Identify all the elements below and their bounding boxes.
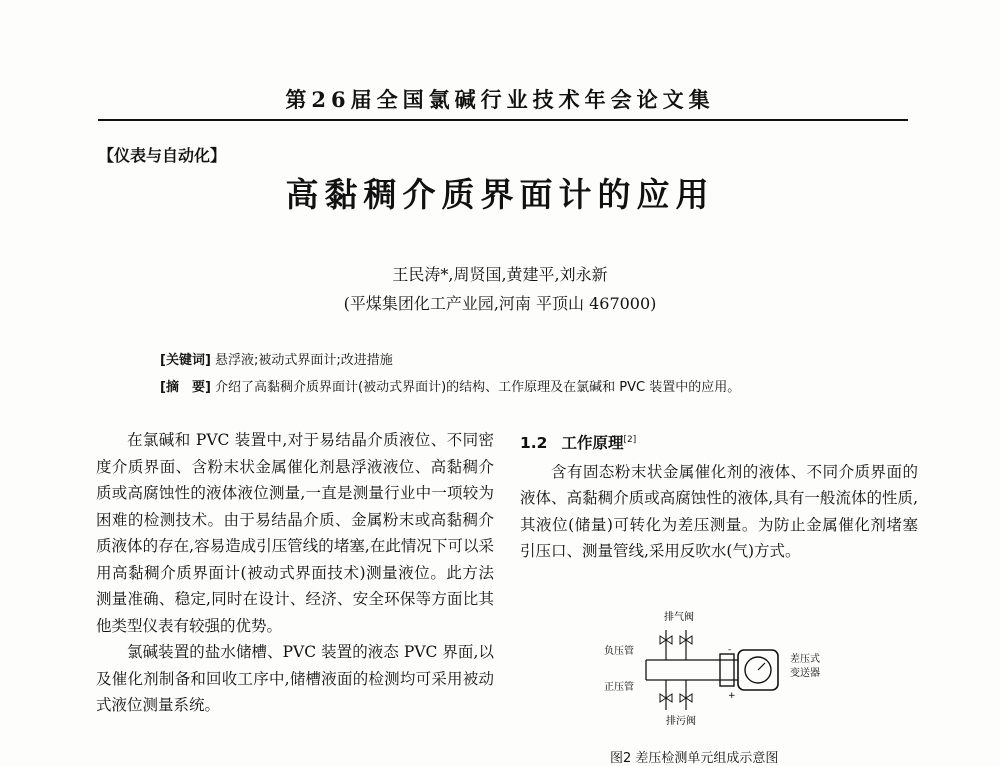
- positive-pipe-label: 正压管: [604, 682, 634, 693]
- figure-caption: 图2 差压检测单元组成示意图: [610, 751, 779, 766]
- vent-valve-label: 排气阀: [664, 612, 694, 623]
- section-heading: [520, 427, 918, 457]
- minus-sign: -: [728, 645, 732, 655]
- keywords-text: 悬浮液;被动式界面计;改进措施: [215, 353, 393, 368]
- right-column: [520, 427, 918, 565]
- abstract-label: [摘 要]: [160, 380, 211, 395]
- body-paragraph: 在氯碱和 PVC 装置中,对于易结晶介质液位、不同密度介质界面、含粉末状金属催化剂悬浮液液位、高黏稠介质或高腐蚀性的液体液位测量,一直是测量行业中一项较为困难的检测技术。由于易结晶介质、金属粉末或高黏稠介质液体的存在,容易造成引压管线的堵塞,在此情况下可以采用高黏稠介质界面计(被动式界面技术)测量液位。此方法测量准确、稳定,同时在设计、经济、安全环保等方面比其他类型仪表有较强的优势。: [96, 431, 494, 635]
- running-header: 第26届全国氯碱行业技术年会论文集: [285, 87, 715, 112]
- negative-pipe-label: 负压管: [604, 646, 634, 657]
- diaphragm-housing: [720, 654, 734, 686]
- figure-diagram: [590, 600, 850, 740]
- gauge-needle: [758, 663, 765, 670]
- section-tag: 【仪表与自动化】: [98, 146, 227, 165]
- abstract-line: [160, 376, 900, 395]
- affiliation: (平煤集团化工产业园,河南 平顶山 467000): [343, 294, 657, 313]
- section-heading-text: 工作原理: [561, 434, 624, 453]
- header-rule: [98, 119, 908, 121]
- left-column: [96, 427, 494, 719]
- drain-valve-label: 排污阀: [666, 716, 696, 727]
- transmitter-label-2: 变送器: [790, 668, 820, 679]
- keywords-line: [160, 349, 900, 368]
- transmitter-label-1: 差压式: [790, 654, 820, 665]
- citation-ref: [2]: [623, 435, 637, 445]
- section-number: 1.2: [520, 434, 548, 453]
- paper-title: 高黏稠介质界面计的应用: [285, 175, 715, 214]
- body-paragraph: 氯碱装置的盐水储槽、PVC 装置的液态 PVC 界面,以及催化剂制备和回收工序中,储槽液面的检测均可采用被动式液位测量系统。: [96, 643, 494, 714]
- body-paragraph: 含有固态粉末状金属催化剂的液体、不同介质界面的液体、高黏稠介质或高腐蚀性的液体,具有一般流体的性质,其液位(储量)可转化为差压测量。为防止金属催化剂堵塞引压口、测量管线,采用反吹水(气)方式。: [520, 462, 918, 561]
- abstract-text: 介绍了高黏稠介质界面计(被动式界面计)的结构、工作原理及在氯碱和 PVC 装置中的应用。: [215, 380, 741, 395]
- author-list: 王民涛*,周贤国,黄建平,刘永新: [392, 265, 608, 284]
- plus-sign: +: [728, 691, 736, 701]
- keywords-label: [关键词]: [160, 353, 211, 368]
